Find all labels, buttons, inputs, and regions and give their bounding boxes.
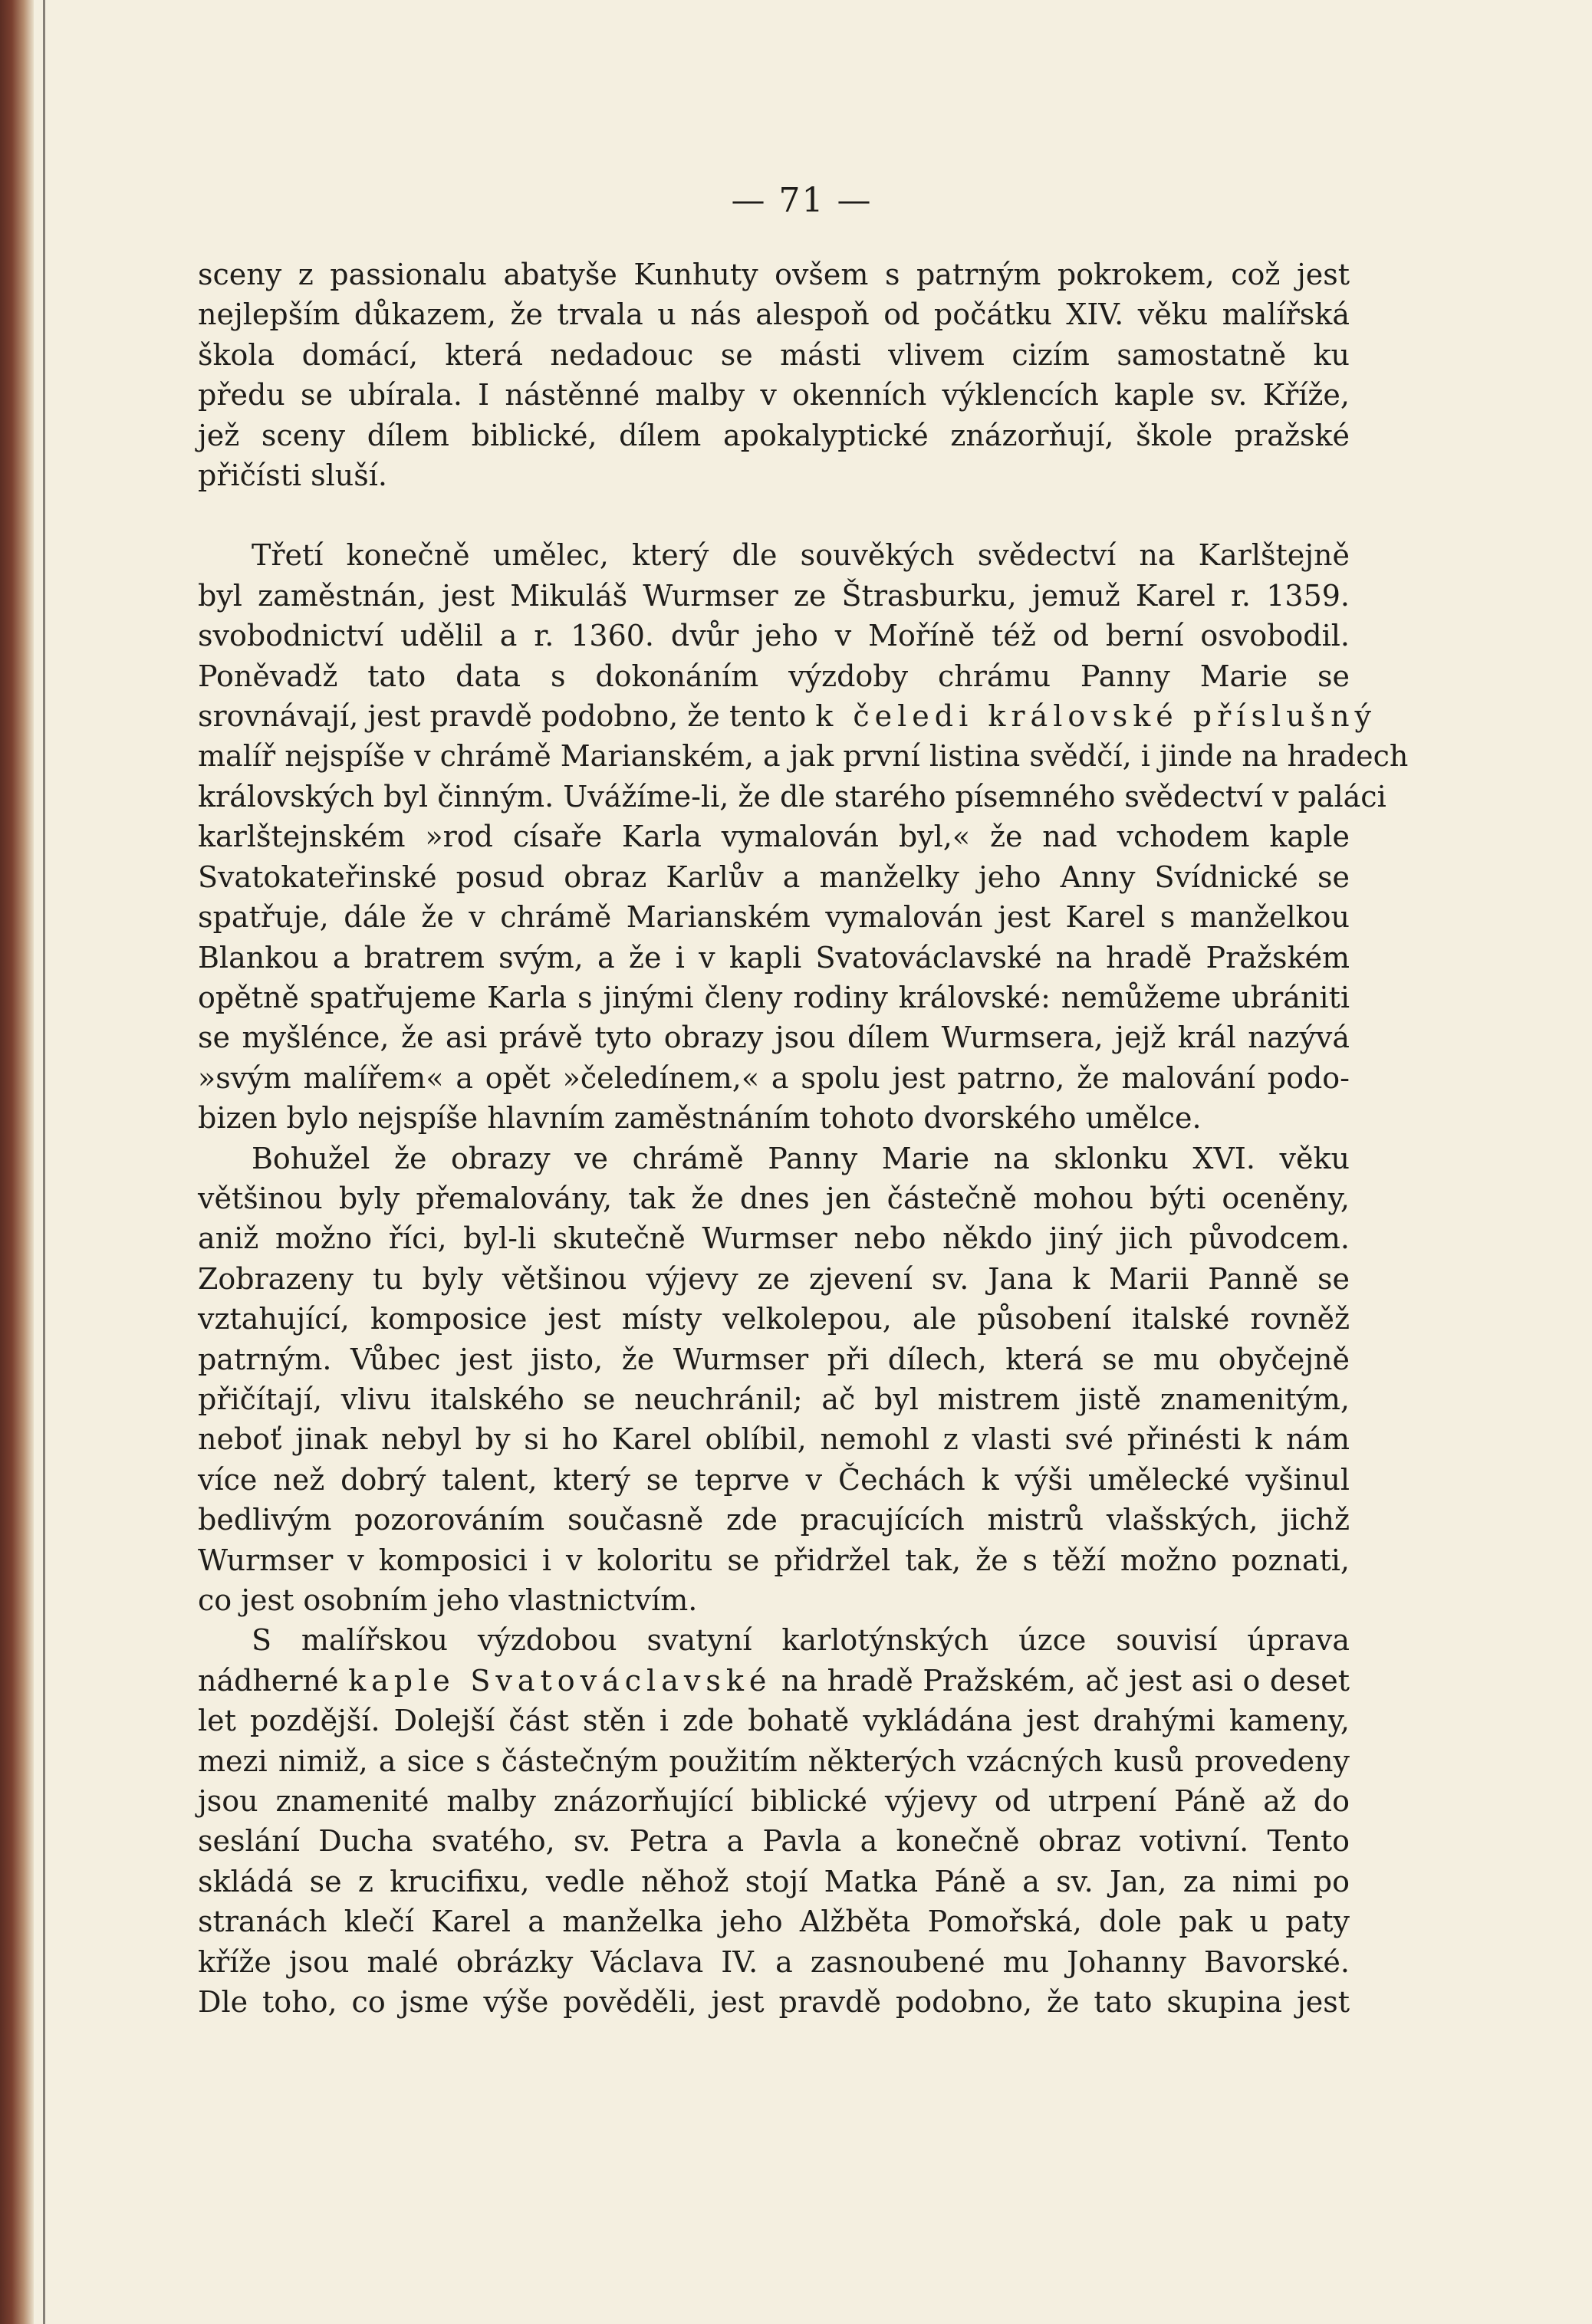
text-line: spatřuje, dále že v chrámě Marianském vymalován jest Karel s manželkou [198,900,1350,935]
text-line: bedlivým pozorováním současně zde pracujících mistrů vlašských, jichž [198,1503,1350,1537]
paragraph-gap [198,495,1350,535]
text-line: let pozdější. Dolejší část stěn i zde bohatě vykládána jest drahými kameny, [198,1704,1350,1738]
text-line: královských byl činným. Uvážíme-li, že dle starého písemného svědectví v paláci [198,779,1386,814]
body-text [198,255,1409,2022]
text-line: jsou znamenité malby znázorňující biblické výjevy od utrpení Páně až do [198,1784,1350,1819]
text-line: přičísti sluší. [198,459,387,493]
text-line: více než dobrý talent, který se teprve v Čechách k výši umělecké vyšinul [198,1462,1350,1497]
text-line: malíř nejspíše v chrámě Marianském, a jak první listina svědčí, i jinde na hradech [198,739,1409,774]
text-line: vztahující, komposice jest místy velkolepou, ale působení italské rovněž [198,1302,1350,1336]
spaced-emphasis: kaple Svatováclavské [348,1663,772,1698]
text-line: opětně spatřujeme Karla s jinými členy rodiny královské: nemůžeme ubrániti [198,980,1350,1014]
text-line: co jest osobním jeho vlastnictvím. [198,1583,698,1617]
text-line: jež sceny dílem biblické, dílem apokalyptické znázorňují, škole pražské [198,418,1350,452]
spaced-emphasis: k čeledi královské příslušný [815,699,1377,734]
text-line: byl zaměstnán, jest Mikuláš Wurmser ze Štrasburku, jemuž Karel r. 1359. [198,578,1350,613]
text-line: aniž možno říci, byl-li skutečně Wurmser nebo někdo jiný jich původcem. [198,1221,1350,1256]
paragraph-3 [198,1139,1350,1621]
text-line: Dle toho, co jsme výše pověděli, jest pravdě podobno, že tato skupina jest [198,1985,1350,2020]
text-line [198,696,1377,736]
text-line: Poněvadž tato data s dokonáním výzdoby chrámu Panny Marie se [198,659,1350,693]
text-line: skládá se z krucifixu, vedle něhož stojí Matka Páně a sv. Jan, za nimi po [198,1864,1350,1898]
text-line: patrným. Vůbec jest jisto, že Wurmser při dílech, která se mu obyčejně [198,1342,1350,1376]
text-line: mezi nimiž, a sice s částečným použitím některých vzácných kusů provedeny [198,1744,1350,1778]
text-line: Třetí konečně umělec, který dle souvěkých svědectví na Karlštejně [252,538,1350,573]
text-fragment: na hradě Pražském, ač jest asi o deset [771,1663,1350,1698]
text-line: karlštejnském »rod císaře Karla vymalován byl,« že nad vchodem kaple [198,820,1350,854]
text-line: sceny z passionalu abatyše Kunhuty ovšem s patrným pokrokem, což jest [198,258,1350,291]
text-line: svobodnictví udělil a r. 1360. dvůr jeho v Moříně též od berní osvobodil. [198,619,1350,653]
text-line: S malířskou výzdobou svatyní karlotýnských úzce souvisí úprava [252,1623,1350,1658]
page-number: — 71 — [731,181,873,220]
text-line: seslání Ducha svatého, sv. Petra a Pavla a konečně obraz votivní. Tento [198,1824,1350,1859]
text-line: Svatokateřinské posud obraz Karlův a manželky jeho Anny Svídnické se [198,860,1350,894]
text-line: se myšlénce, že asi právě tyto obrazy jsou dílem Wurmsera, jejž král nazývá [198,1021,1350,1055]
text-fragment: srovnávají, jest pravdě podobno, že tento [198,699,816,734]
text-line: »svým malířem« a opět »čeledínem,« a spolu jest patrno, že malování podo- [198,1060,1350,1095]
text-line: neboť jinak nebyl by si ho Karel oblíbil, nemohl z vlasti své přinésti k nám [198,1422,1350,1457]
text-line: Wurmser v komposici i v koloritu se přidržel tak, že s těží možno poznati, [198,1543,1350,1577]
book-spine-shadow [0,0,34,2324]
text-line: předu se ubírala. I nástěnné malby v okenních výklencích kaple sv. Kříže, [198,378,1350,413]
text-line: Zobrazeny tu byly většinou výjevy ze zjevení sv. Jana k Marii Panně se [198,1261,1350,1296]
text-line: stranách klečí Karel a manželka jeho Alžběta Pomořská, dole pak u paty [198,1905,1350,1939]
paragraph-4 [198,1620,1350,2022]
text-line: bizen bylo nejspíše hlavním zaměstnáním tohoto dvorského umělce. [198,1101,1202,1136]
text-line: škola domácí, která nedadouc se másti vlivem cizím samostatně ku [198,337,1350,372]
text-line: Bohužel že obrazy ve chrámě Panny Marie na sklonku XVI. věku [252,1141,1350,1175]
text-line: Blankou a bratrem svým, a že i v kapli Svatováclavské na hradě Pražském [198,940,1350,975]
text-line: přičítají, vlivu italského se neuchránil; ač byl mistrem jistě znamenitým, [198,1382,1350,1416]
text-line: nejlepším důkazem, že trvala u nás alespoň od počátku XIV. věku malířská [198,297,1350,332]
paragraph-2 [198,535,1409,1138]
text-line: kříže jsou malé obrázky Václava IV. a zasnoubené mu Johanny Bavorské. [198,1944,1350,1979]
text-line [198,1661,1350,1701]
gutter-line [43,0,45,2324]
paragraph-1 [198,255,1350,495]
text-fragment: nádherné [198,1663,349,1698]
text-line: většinou byly přemalovány, tak že dnes jen částečně mohou býti oceněny, [198,1181,1350,1215]
